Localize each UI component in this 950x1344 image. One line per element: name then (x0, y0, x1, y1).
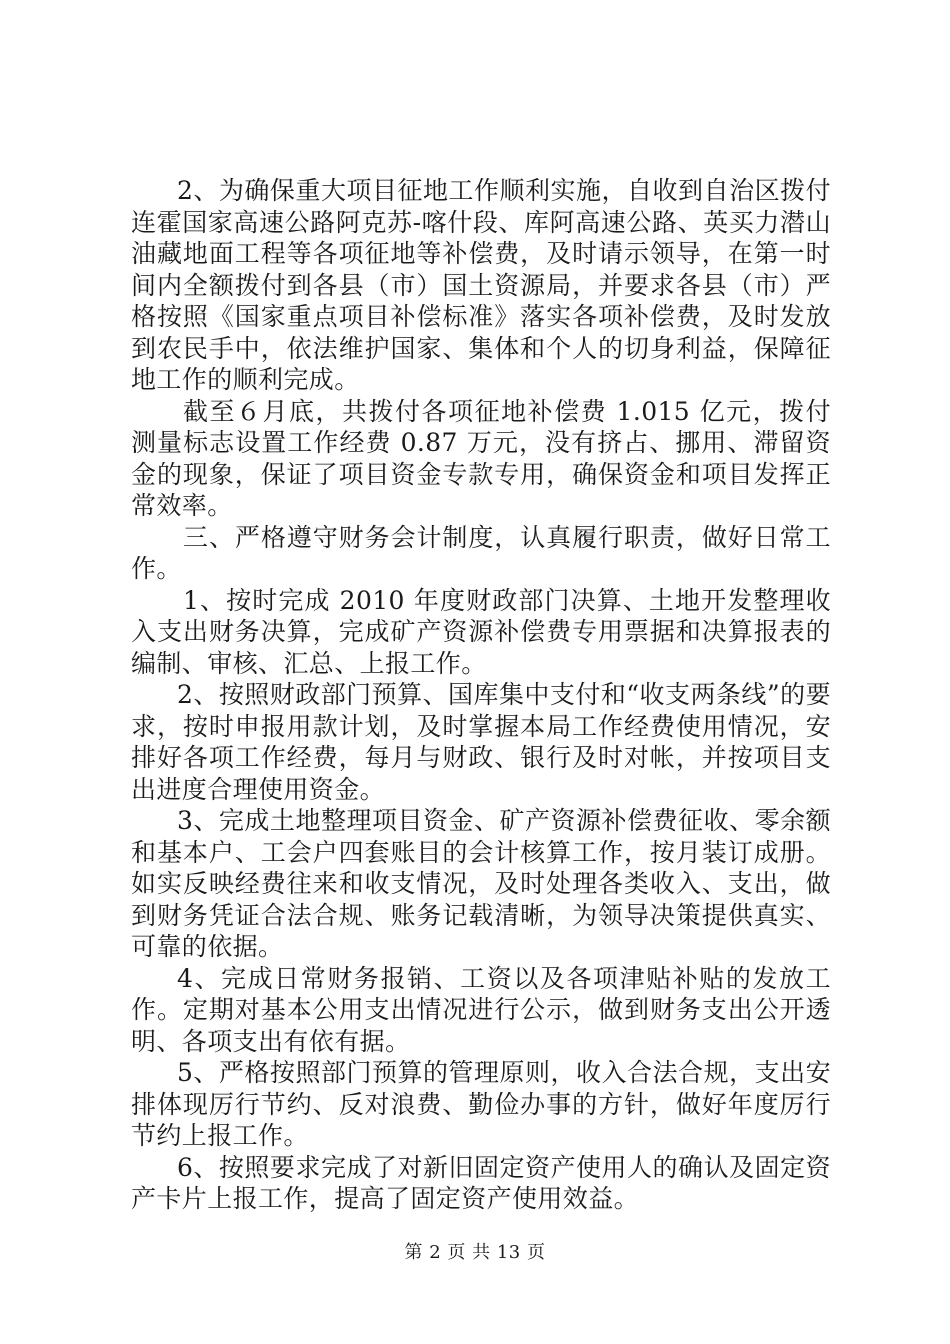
page-number-footer: 第 2 页 共 13 页 (404, 1242, 546, 1263)
paragraph-item-5: 5、严格按照部门预算的管理原则，收入合法合规，支出安排体现厉行节约、反对浪费、勤俭办事的方针，做好年度厉行节约上报工作。 (131, 1058, 831, 1150)
paragraph-june-summary: 截至６月底，共拨付各项征地补偿费 1.015 亿元，拨付测量标志设置工作经费 0.87 万元，没有挤占、挪用、滞留资金的现象，保证了项目资金专款专用，确保资金和项目发挥正常效率。 (131, 396, 831, 520)
paragraph-item-6: 6、按照要求完成了对新旧固定资产使用人的确认及固定资产卡片上报工作，提高了固定资产使用效益。 (131, 1152, 831, 1213)
paragraph-land-acquisition-funds: 2、为确保重大项目征地工作顺利实施，自收到自治区拨付连霍国家高速公路阿克苏-喀什段、库阿高速公路、英买力潜山油藏地面工程等各项征地等补偿费，及时请示领导，在第一时间内全额拨付到各县（市）国土资源局，并要求各县（市）严格按照《国家重点项目补偿标准》落实各项补偿费，及时发放到农民手中，依法维护国家、集体和个人的切身利益，保障征地工作的顺利完成。 (131, 176, 831, 394)
paragraph-item-4: 4、完成日常财务报销、工资以及各项津贴补贴的发放工作。定期对基本公用支出情况进行公示，做到财务支出公开透明、各项支出有依有据。 (131, 963, 831, 1056)
section-heading-financial-rules: 三、严格遵守财务会计制度，认真履行职责，做好日常工作。 (131, 522, 831, 583)
paragraph-item-2: 2、按照财政部门预算、国库集中支付和“收支两条线”的要求，按时申报用款计划，及时掌握本局工作经费使用情况，安排好各项工作经费，每月与财政、银行及时对帐，并按项目支出进度合理使用资金。 (131, 680, 831, 804)
paragraph-item-1: 1、按时完成 2010 年度财政部门决算、土地开发整理收入支出财务决算，完成矿产资源补偿费专用票据和决算报表的编制、审核、汇总、上报工作。 (131, 585, 831, 678)
paragraph-item-3: 3、完成土地整理项目资金、矿产资源补偿费征收、零余额和基本户、工会户四套账目的会计核算工作，按月装订成册。如实反映经费往来和收支情况，及时处理各类收入、支出，做到财务凭证合法合规、账务记载清晰，为领导决策提供真实、可靠的依据。 (131, 806, 831, 961)
document-body (131, 175, 831, 1215)
